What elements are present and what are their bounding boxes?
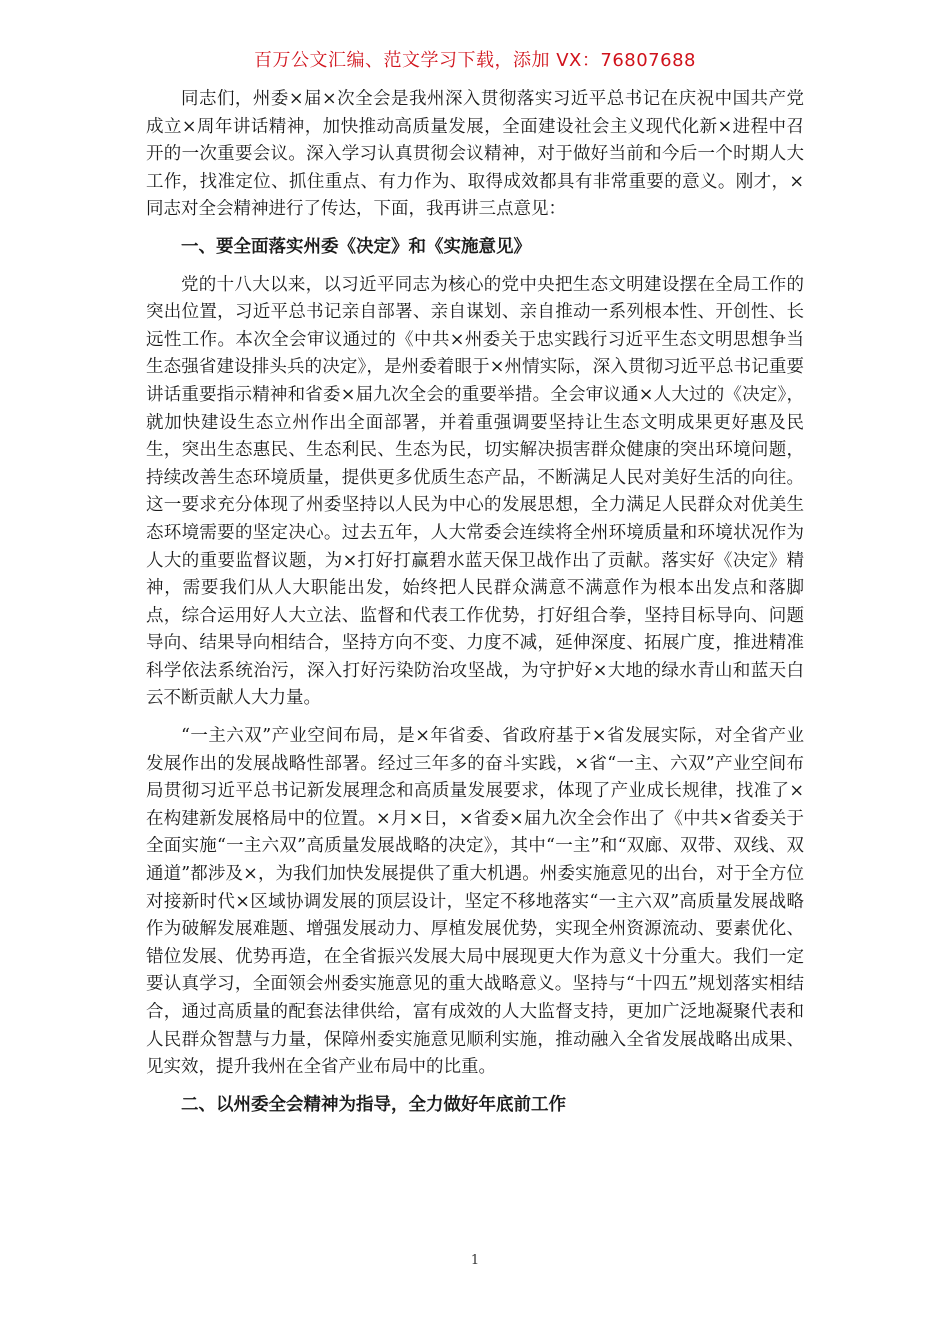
intro-paragraph: 同志们，州委×届×次全会是我州深入贯彻落实习近平总书记在庆祝中国共产党成立×周年讲话精神，加快推动高质量发展，全面建设社会主义现代化新×进程中召开的一次重要会议。深入学习认真贯彻会议精神，对于做好当前和今后一个时期人大工作，找准定位、抓住重点、有力作为、取得成效都具有非常重要的意义。刚才，×同志对全会精神进行了传达，下面，我再讲三点意见：	[146, 89, 804, 220]
section-heading-2: 二、以州委全会精神为指导，全力做好年底前工作	[181, 1094, 566, 1115]
industry-layout-paragraph: “一主六双”产业空间布局，是×年省委、省政府基于×省发展实际，对全省产业发展作出的发展战略性部署。经过三年多的奋斗实践，×省“一主、六双”产业空间布局贯彻习近平总书记新发展理念和高质量发展要求，体现了产业成长规律，找准了×在构建新发展格局中的位置。×月×日，×省委×届九次全会作出了《中共×省委关于全面实施“一主六双”高质量发展战略的决定》，其中“一主”和“双廊、双带、双线、双通道”都涉及×，为我们加快发展提供了重大机遇。州委实施意见的出台，对于全方位对接新时代×区域协调发展的顶层设计，坚定不移地落实“一主六双”高质量发展战略作为破解发展难题、增强发展动力、厚植发展优势，实现全州资源流动、要素优化、错位发展、优势再造，在全省振兴发展大局中展现更大作为意义十分重大。我们一定要认真学习，全面领会州委实施意见的重大战略意义。坚持与“十四五”规划落实相结合，通过高质量的配套法律供给，富有成效的人大监督支持，更加广泛地凝聚代表和人民群众智慧与力量，保障州委实施意见顺利实施，推动融入全省发展战略出成果、见实效，提升我州在全省产业布局中的比重。	[146, 726, 804, 1078]
watermark-header: 百万公文汇编、范文学习下载，添加 VX：76807688	[254, 50, 696, 71]
document-body	[146, 86, 804, 1129]
section-heading-1: 一、要全面落实州委《决定》和《实施意见》	[181, 236, 531, 257]
ecology-paragraph: 党的十八大以来，以习近平同志为核心的党中央把生态文明建设摆在全局工作的突出位置，习近平总书记亲自部署、亲自谋划、亲自推动一系列根本性、开创性、长远性工作。本次全会审议通过的《中共×州委关于忠实践行习近平生态文明思想争当生态强省建设排头兵的决定》，是州委着眼于×州情实际，深入贯彻习近平总书记重要讲话重要指示精神和省委×届九次全会的重要举措。全会审议通×人大过的《决定》，就加快建设生态立州作出全面部署，并着重强调要坚持让生态文明成果更好惠及民生，突出生态惠民、生态利民、生态为民，切实解决损害群众健康的突出环境问题，持续改善生态环境质量，提供更多优质生态产品，不断满足人民对美好生活的向往。这一要求充分体现了州委坚持以人民为中心的发展思想，全力满足人民群众对优美生态环境需要的坚定决心。过去五年，人大常委会连续将全州环境质量和环境状况作为人大的重要监督议题，为×打好打赢碧水蓝天保卫战作出了贡献。落实好《决定》精神，需要我们从人大职能出发，始终把人民群众满意不满意作为根本出发点和落脚点，综合运用好人大立法、监督和代表工作优势，打好组合拳，坚持目标导向、问题导向、结果导向相结合，坚持方向不变、力度不减，延伸深度、拓展广度，推进精准科学依法系统治污，深入打好污染防治攻坚战，为守护好×大地的绿水青山和蓝天白云不断贡献人大力量。	[146, 274, 804, 709]
page-number: 1	[470, 1253, 480, 1268]
